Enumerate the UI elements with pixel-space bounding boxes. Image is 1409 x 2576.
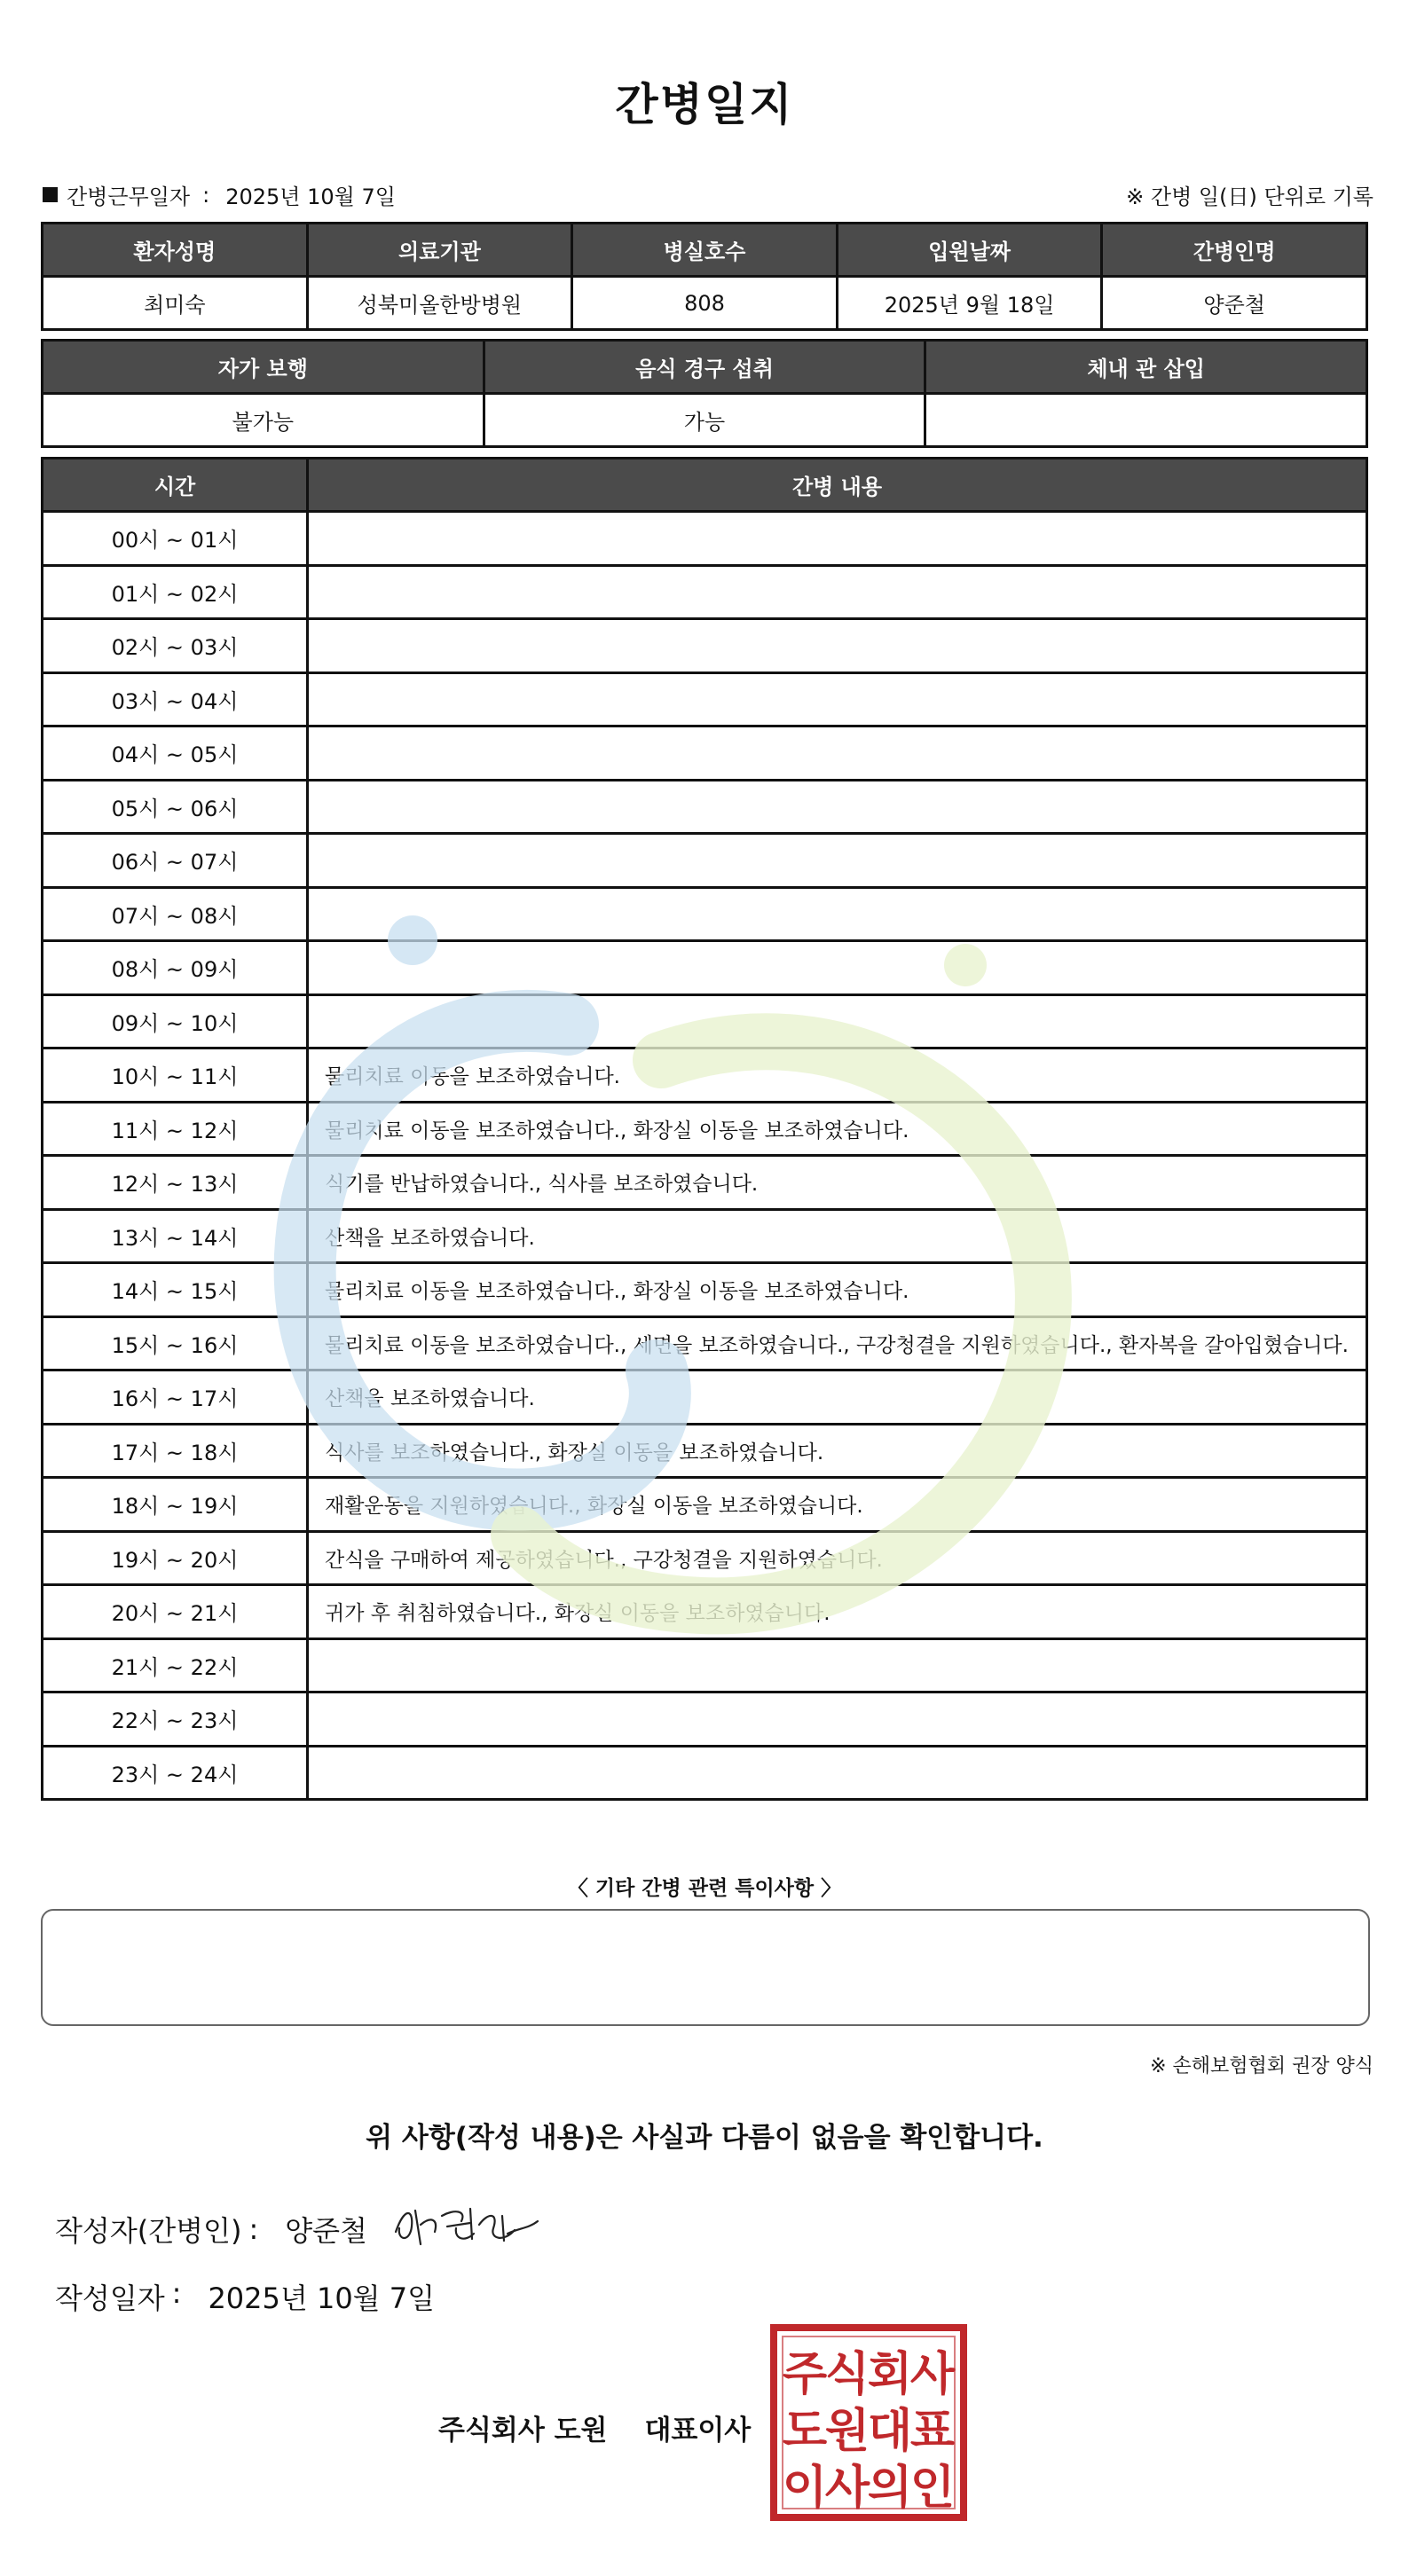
work-date-colon: : (202, 182, 210, 208)
care-log-row (43, 1746, 1367, 1800)
care-log-content (308, 834, 1367, 888)
recommendation-note: ※ 손해보험협회 권장 양식 (1150, 2055, 1374, 2077)
care-log-content (308, 512, 1367, 566)
care-log-time: 13시 ~ 14시 (43, 1209, 308, 1263)
patient-name: 최미숙 (43, 277, 308, 330)
care-log-content (308, 726, 1367, 781)
care-log-content: 산책을 보조하였습니다. (308, 1209, 1367, 1263)
header-tube-insertion: 체내 관 삽입 (925, 341, 1367, 394)
admission-date: 2025년 9월 18일 (837, 277, 1102, 330)
seal-character: 원 (824, 2405, 870, 2458)
care-log-row (43, 1048, 1367, 1103)
writer-name: 양준철 (285, 2214, 367, 2248)
care-log-content (308, 1638, 1367, 1692)
care-log-content: 물리치료 이동을 보조하였습니다. (308, 1048, 1367, 1103)
care-log-row (43, 1585, 1367, 1639)
care-log-time: 22시 ~ 23시 (43, 1692, 308, 1747)
care-log-content (308, 565, 1367, 619)
care-log-time: 05시 ~ 06시 (43, 780, 308, 834)
care-log-time: 08시 ~ 09시 (43, 941, 308, 995)
tube-insertion-value (925, 394, 1367, 447)
status-value-row (43, 394, 1367, 447)
care-log-content (308, 672, 1367, 726)
seal-character: 대 (867, 2405, 913, 2458)
care-log-content (308, 1692, 1367, 1747)
care-log-row (43, 1478, 1367, 1532)
care-log-row (43, 1370, 1367, 1425)
care-log-time: 06시 ~ 07시 (43, 834, 308, 888)
header-room-number: 병실호수 (572, 224, 838, 277)
caregiver-name: 양준철 (1102, 277, 1367, 330)
patient-info-table (41, 222, 1368, 331)
care-log-time: 20시 ~ 21시 (43, 1585, 308, 1639)
seal-character: 도 (782, 2405, 828, 2458)
care-log-row (43, 1263, 1367, 1317)
care-log-time: 10시 ~ 11시 (43, 1048, 308, 1103)
written-date-label: 작성일자 (55, 2281, 165, 2315)
unit-note: ※ 간병 일(日) 단위로 기록 (1126, 185, 1374, 209)
care-log-content: 간식을 구매하여 제공하였습니다., 구강청결을 지원하였습니다. (308, 1531, 1367, 1585)
hospital-name: 성북미올한방병원 (307, 277, 572, 330)
care-log-row (43, 1424, 1367, 1478)
care-log-row (43, 941, 1367, 995)
care-log-content (308, 780, 1367, 834)
handwritten-signature (385, 2189, 545, 2260)
seal-character: 주 (782, 2348, 828, 2401)
care-log-content: 귀가 후 취침하였습니다., 화장실 이동을 보조하였습니다. (308, 1585, 1367, 1639)
care-log-content: 물리치료 이동을 보조하였습니다., 화장실 이동을 보조하였습니다. (308, 1102, 1367, 1156)
status-header-row (43, 341, 1367, 394)
care-log-time: 21시 ~ 22시 (43, 1638, 308, 1692)
care-log-time: 04시 ~ 05시 (43, 726, 308, 781)
work-date-label: 간병근무일자 (67, 185, 191, 209)
care-log-row (43, 1156, 1367, 1210)
care-log-row (43, 1209, 1367, 1263)
special-notes-box (41, 1909, 1370, 2026)
seal-character: 표 (909, 2405, 956, 2458)
care-log-row (43, 1316, 1367, 1370)
written-date-colon: : (171, 2276, 182, 2310)
care-log-content (308, 619, 1367, 673)
care-log-row (43, 1102, 1367, 1156)
header-self-walking: 자가 보행 (43, 341, 484, 394)
seal-character: 사 (909, 2348, 956, 2401)
seal-character: 인 (909, 2462, 956, 2515)
care-log-content: 식사를 보조하였습니다., 화장실 이동을 보조하였습니다. (308, 1424, 1367, 1478)
header-hospital: 의료기관 (307, 224, 572, 277)
care-log-content: 산책을 보조하였습니다. (308, 1370, 1367, 1425)
care-log-time: 07시 ~ 08시 (43, 887, 308, 941)
care-log-header-row (43, 459, 1367, 512)
care-log-row (43, 780, 1367, 834)
care-log-row (43, 994, 1367, 1048)
care-log-time: 12시 ~ 13시 (43, 1156, 308, 1210)
header-time: 시간 (43, 459, 308, 512)
care-log-row (43, 887, 1367, 941)
room-number: 808 (572, 277, 838, 330)
care-log-row (43, 1692, 1367, 1747)
care-log-time: 17시 ~ 18시 (43, 1424, 308, 1478)
care-log-time: 11시 ~ 12시 (43, 1102, 308, 1156)
care-log-time: 16시 ~ 17시 (43, 1370, 308, 1425)
care-log-row (43, 834, 1367, 888)
company-title: 대표이사 (644, 2415, 752, 2446)
care-log-content: 식기를 반납하였습니다., 식사를 보조하였습니다. (308, 1156, 1367, 1210)
care-log-time: 03시 ~ 04시 (43, 672, 308, 726)
header-care-content: 간병 내용 (308, 459, 1367, 512)
care-log-content (308, 887, 1367, 941)
header-admission-date: 입원날짜 (837, 224, 1102, 277)
confirmation-statement: 위 사항(작성 내용)은 사실과 다름이 없음을 확인합니다. (366, 2122, 1043, 2154)
company-name: 주식회사 도원 (438, 2415, 608, 2446)
seal-character: 회 (867, 2348, 913, 2401)
care-log-time: 23시 ~ 24시 (43, 1746, 308, 1800)
care-log-time: 01시 ~ 02시 (43, 565, 308, 619)
care-log-time: 09시 ~ 10시 (43, 994, 308, 1048)
care-log-content: 물리치료 이동을 보조하였습니다., 화장실 이동을 보조하였습니다. (308, 1263, 1367, 1317)
care-log-table (41, 457, 1368, 1801)
patient-info-header-row (43, 224, 1367, 277)
seal-character: 식 (824, 2348, 870, 2401)
care-log-body (43, 512, 1367, 1800)
patient-info-value-row (43, 277, 1367, 330)
care-log-time: 19시 ~ 20시 (43, 1531, 308, 1585)
care-log-row (43, 1638, 1367, 1692)
oral-intake-value: 가능 (484, 394, 925, 447)
written-date-value: 2025년 10월 7일 (208, 2281, 436, 2315)
header-patient-name: 환자성명 (43, 224, 308, 277)
care-log-row (43, 672, 1367, 726)
care-log-content (308, 941, 1367, 995)
care-log-row (43, 619, 1367, 673)
header-oral-intake: 음식 경구 섭취 (484, 341, 925, 394)
work-date-value: 2025년 10월 7일 (225, 185, 396, 209)
care-log-time: 02시 ~ 03시 (43, 619, 308, 673)
writer-row (55, 2209, 367, 2250)
writer-label: 작성자(간병인) (55, 2214, 242, 2248)
care-log-time: 00시 ~ 01시 (43, 512, 308, 566)
company-seal-stamp (770, 2324, 967, 2521)
care-log-content: 재활운동을 지원하였습니다., 화장실 이동을 보조하였습니다. (308, 1478, 1367, 1532)
seal-character: 사 (824, 2462, 870, 2515)
care-log-content (308, 994, 1367, 1048)
header-caregiver-name: 간병인명 (1102, 224, 1367, 277)
self-walking-value: 불가능 (43, 394, 484, 447)
care-log-time: 14시 ~ 15시 (43, 1263, 308, 1317)
care-log-row (43, 512, 1367, 566)
square-bullet-icon (43, 187, 58, 202)
care-log-time: 18시 ~ 19시 (43, 1478, 308, 1532)
care-log-content (308, 1746, 1367, 1800)
notes-heading: 〈 기타 간병 관련 특이사항 〉 (567, 1877, 842, 1900)
care-log-time: 15시 ~ 16시 (43, 1316, 308, 1370)
seal-character: 이 (782, 2462, 828, 2515)
care-log-row (43, 1531, 1367, 1585)
patient-status-table (41, 339, 1368, 448)
company-signoff (438, 2407, 751, 2447)
seal-character: 의 (867, 2462, 913, 2515)
care-log-content: 물리치료 이동을 보조하였습니다., 세면을 보조하였습니다., 구강청결을 지원하였습니다., 환자복을 갈아입혔습니다. (308, 1316, 1367, 1370)
care-log-row (43, 565, 1367, 619)
work-date-row (43, 179, 396, 210)
care-log-row (43, 726, 1367, 781)
document-title: 간병일지 (615, 79, 794, 130)
writer-colon: : (248, 2212, 259, 2246)
written-date-row (55, 2276, 435, 2317)
